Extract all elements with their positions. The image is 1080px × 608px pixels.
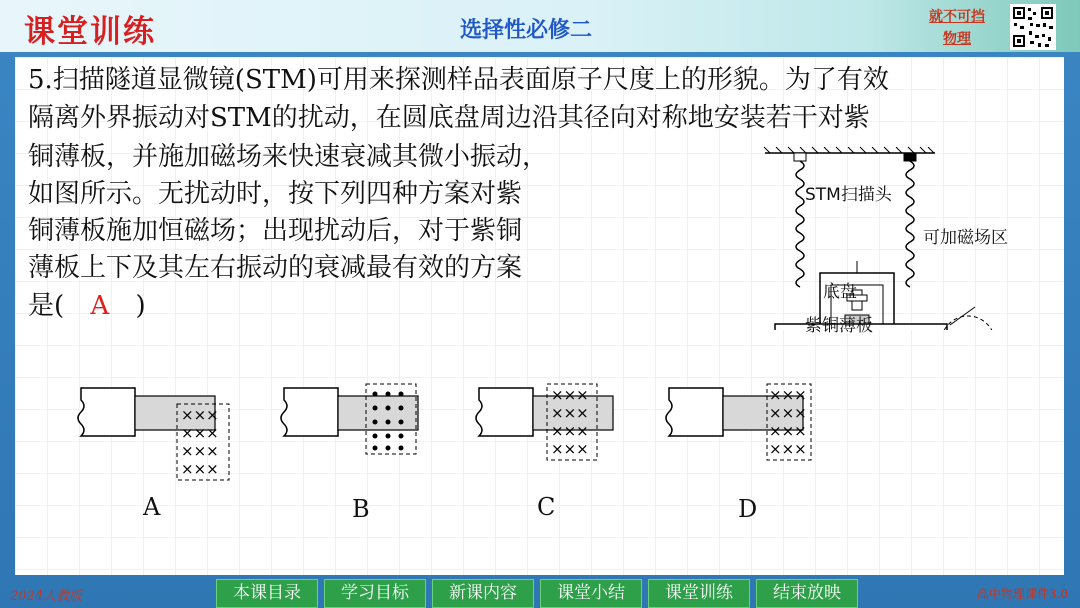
option-b-label: B	[352, 495, 370, 523]
copper-plate-label: 紫铜薄板	[805, 316, 873, 336]
svg-text:×××: ×××	[769, 422, 807, 440]
series-label: 高中物理课件3.0	[976, 587, 1068, 601]
question-line-2: 隔离外界振动对STM的扰动，在圆底盘周边沿其径向对称地安装若干对紫	[28, 103, 870, 133]
question-line-3: 铜薄板，并施加磁场来快速衰减其微小振动，	[28, 142, 549, 172]
nav-button-new-content[interactable]: 新课内容	[432, 579, 534, 608]
nav-button-exercises[interactable]: 课堂训练	[648, 579, 750, 608]
svg-text:×××: ×××	[181, 460, 219, 478]
logo-line1: 就不可挡	[929, 9, 985, 25]
svg-text:×××: ×××	[769, 404, 807, 422]
svg-text:×××: ×××	[181, 424, 219, 442]
svg-text:×××: ×××	[181, 442, 219, 460]
slide-content	[15, 57, 1064, 575]
logo	[915, 6, 999, 50]
footer	[0, 577, 1080, 608]
nav-button-objectives[interactable]: 学习目标	[324, 579, 426, 608]
option-b-diagram	[280, 382, 440, 482]
stm-scanner-label: STM扫描头	[805, 185, 892, 205]
nav-button-end-show[interactable]: 结束放映	[756, 579, 858, 608]
option-d-diagram	[665, 382, 825, 482]
question-line-1: 5.扫描隧道显微镜(STM)可用来探测样品表面原子尺度上的形貌。为了有效	[28, 65, 889, 95]
question-line-6: 薄板上下及其左右振动的衰减最有效的方案	[28, 253, 523, 283]
course-title: 选择性必修二	[460, 18, 593, 43]
header	[0, 0, 1080, 52]
nav-button-summary[interactable]: 课堂小结	[540, 579, 642, 608]
option-d-label: D	[738, 495, 758, 523]
svg-text:×××: ×××	[551, 386, 589, 404]
svg-text:×××: ×××	[551, 440, 589, 458]
nav-button-contents[interactable]: 本课目录	[216, 579, 318, 608]
svg-text:×××: ×××	[551, 404, 589, 422]
svg-text:×××: ×××	[769, 440, 807, 458]
question-prefix: 是(	[28, 291, 65, 321]
logo-line2: 物理	[943, 31, 971, 47]
question-suffix: )	[135, 291, 146, 321]
answer-text: A	[90, 291, 110, 321]
question-line-4: 如图所示。无扰动时，按下列四种方案对紫	[28, 179, 523, 209]
question-line-5: 铜薄板施加恒磁场；出现扰动后，对于紫铜	[28, 216, 523, 246]
option-c-diagram	[475, 382, 635, 482]
option-c-label: C	[537, 493, 556, 521]
magnet-region-label: 可加磁场区	[923, 228, 1008, 248]
question-line-7	[28, 287, 146, 325]
base-label: 底盘	[823, 282, 857, 302]
option-a-label: A	[143, 493, 161, 521]
svg-text:×××: ×××	[551, 422, 589, 440]
edition-label: 2024人教版	[10, 589, 83, 604]
svg-text:×××: ×××	[181, 406, 219, 424]
option-a-diagram	[77, 382, 237, 482]
section-title: 课堂训练	[24, 14, 156, 50]
qr-code-icon	[1010, 4, 1056, 50]
svg-text:×××: ×××	[769, 386, 807, 404]
